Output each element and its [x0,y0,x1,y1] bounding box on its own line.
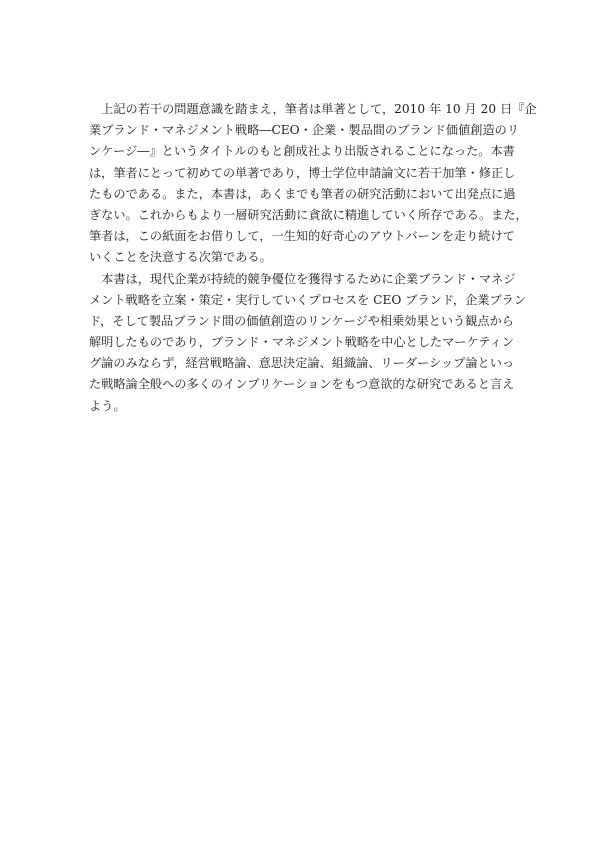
text-line: メント戦略を立案・策定・実行していくプロセスを CEO ブランド，企業ブラン [89,292,527,307]
text-line: グ論のみならず，経営戦略論、意思決定論、組織論、リーダーシップ論といっ [89,356,515,371]
text-line: ド，そして製品ブランド間の価値創造のリンケージや相乗効果という観点から [89,313,514,328]
text-line: ンケージ―』というタイトルのもと創成社より出版されることになった。本書 [89,144,515,159]
text-line: よう。 [89,398,126,413]
text-line: 筆者は，この紙面をお借りして，一生知的好奇心のアウトバーンを走り続けて [89,229,515,244]
text-line: 上記の若干の問題意識を踏まえ，筆者は単著として，2010 年 10 月 20 日『企 [89,102,537,116]
paragraph-1 [89,99,537,269]
text-line: 業ブランド・マネジメント戦略―CEO・企業・製品間のブランド価値創造のリ [89,123,520,138]
paragraph-2 [89,269,527,417]
text-line: いくことを決意する次第である。 [89,250,272,265]
text-line: ぎない。これからもより一層研究活動に貪欲に精進していく所存である。また， [89,207,528,222]
text-line: 解明したものであり，ブランド・マネジメント戦略を中心としたマーケティン [89,335,514,350]
text-line: たものである。また，本書は，あくまでも筆者の研究活動において出発点に過 [89,186,516,201]
text-line: た戦略論全般への多くのインプリケーションをもつ意欲的な研究であると言え [89,377,515,392]
text-line: は，筆者にとって初めての単著であり，博士学位申請論文に若干加筆・修正し [89,165,516,180]
text-line: 本書は，現代企業が持続的競争優位を獲得するために企業ブランド・マネジ [89,271,516,286]
body-text [89,99,537,417]
